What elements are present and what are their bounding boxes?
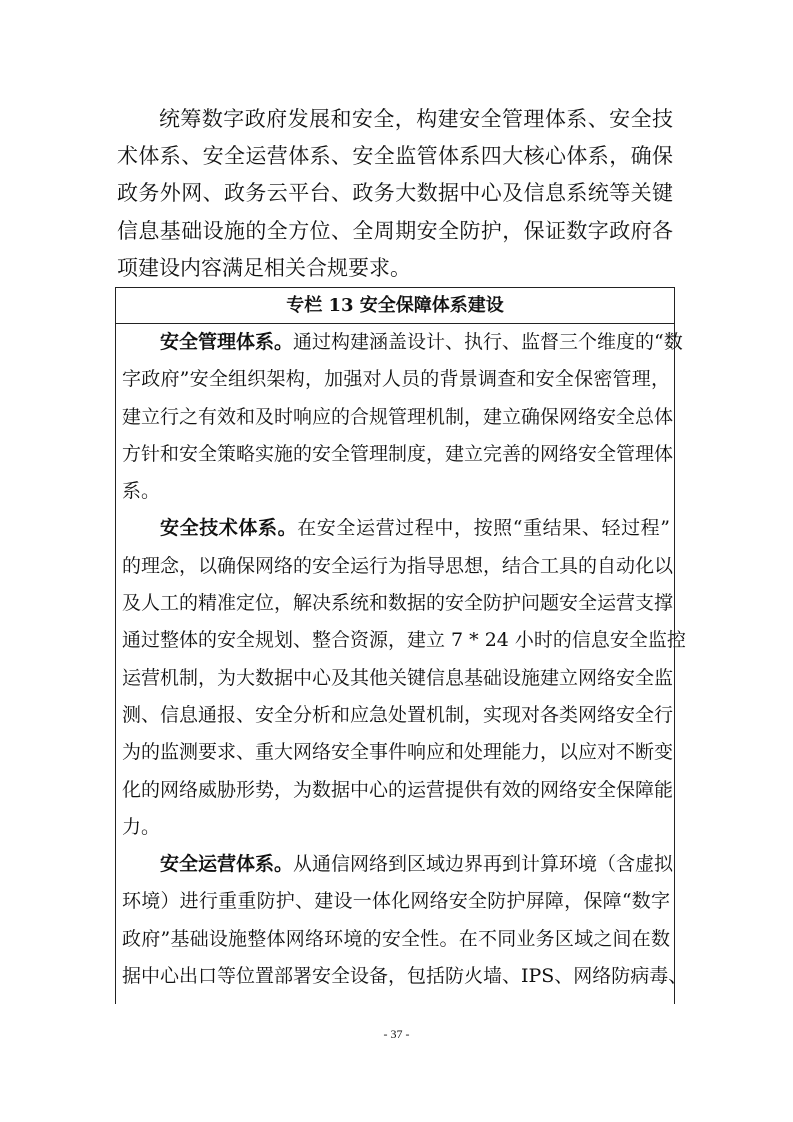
text-line (122, 510, 670, 547)
text-line: 力。 (122, 815, 161, 838)
text-line: 据中心出口等位置部署安全设备，包括防火墙、IPS、网络防病毒、 (122, 965, 688, 988)
section-heading: 安全技术体系。 (160, 517, 298, 540)
box-section (122, 846, 688, 995)
text-line: 通过整体的安全规划、整合资源，建立 7 * 24 小时的信息安全监控 (122, 629, 686, 652)
text-line: 运营机制，为大数据中心及其他关键信息基础设施建立网络安全监 (122, 666, 674, 689)
text-line (122, 324, 683, 361)
box-section (122, 324, 683, 510)
text-line (122, 846, 674, 883)
text-line: 信息基础设施的全方位、全周期安全防护，保证数字政府各 (117, 218, 673, 243)
text-line: 及人工的精准定位，解决系统和数据的安全防护问题安全运营支撑 (122, 592, 674, 615)
section-text: 通过构建涵盖设计、执行、监督三个维度的“数 (293, 331, 683, 353)
intro-paragraph (117, 101, 673, 287)
text-line: 字政府”安全组织架构，加强对人员的背景调查和安全保密管理， (122, 368, 670, 391)
text-line: 系。 (122, 480, 161, 503)
section-heading: 安全管理体系。 (160, 331, 294, 353)
section-text: 从通信网络到区域边界再到计算环境（含虚拟 (293, 853, 674, 876)
page-number: - 37 - (383, 1027, 410, 1041)
text-line: 政务外网、政务云平台、政务大数据中心及信息系统等关键 (117, 181, 673, 206)
text-line: 统筹数字政府发展和安全，构建安全管理体系、安全技 (159, 107, 673, 131)
text-line: 方针和安全策略实施的安全管理制度，建立完善的网络安全管理体 (122, 442, 674, 465)
section-heading: 安全运营体系。 (160, 853, 294, 876)
text-line: 为的监测要求、重大网络安全事件响应和处理能力，以应对不断变 (122, 741, 674, 764)
section-text: 在安全运营过程中，按照“重结果、轻过程” (297, 517, 670, 540)
text-line: 政府”基础设施整体网络环境的安全性。在不同业务区域之间在数 (122, 927, 670, 950)
text-line: 环境）进行重重防护、建设一体化网络安全防护屏障，保障“数字 (122, 890, 670, 913)
box-section (122, 510, 686, 846)
text-line: 术体系、安全运营体系、安全监管体系四大核心体系，确保 (117, 144, 673, 169)
text-line: 的理念，以确保网络的安全运行为指导思想，结合工具的自动化以 (122, 554, 674, 577)
box-body (116, 324, 688, 995)
text-line: 建立行之有效和及时响应的合规管理机制，建立确保网络安全总体 (122, 405, 674, 428)
text-line: 项建设内容满足相关合规要求。 (117, 255, 411, 280)
box-title: 专栏 13 安全保障体系建设 (116, 288, 674, 324)
text-line: 测、信息通报、安全分析和应急处置机制，实现对各类网络安全行 (122, 703, 674, 726)
column-box (115, 287, 688, 1004)
text-line: 化的网络威胁形势，为数据中心的运营提供有效的网络安全保障能 (122, 778, 674, 801)
